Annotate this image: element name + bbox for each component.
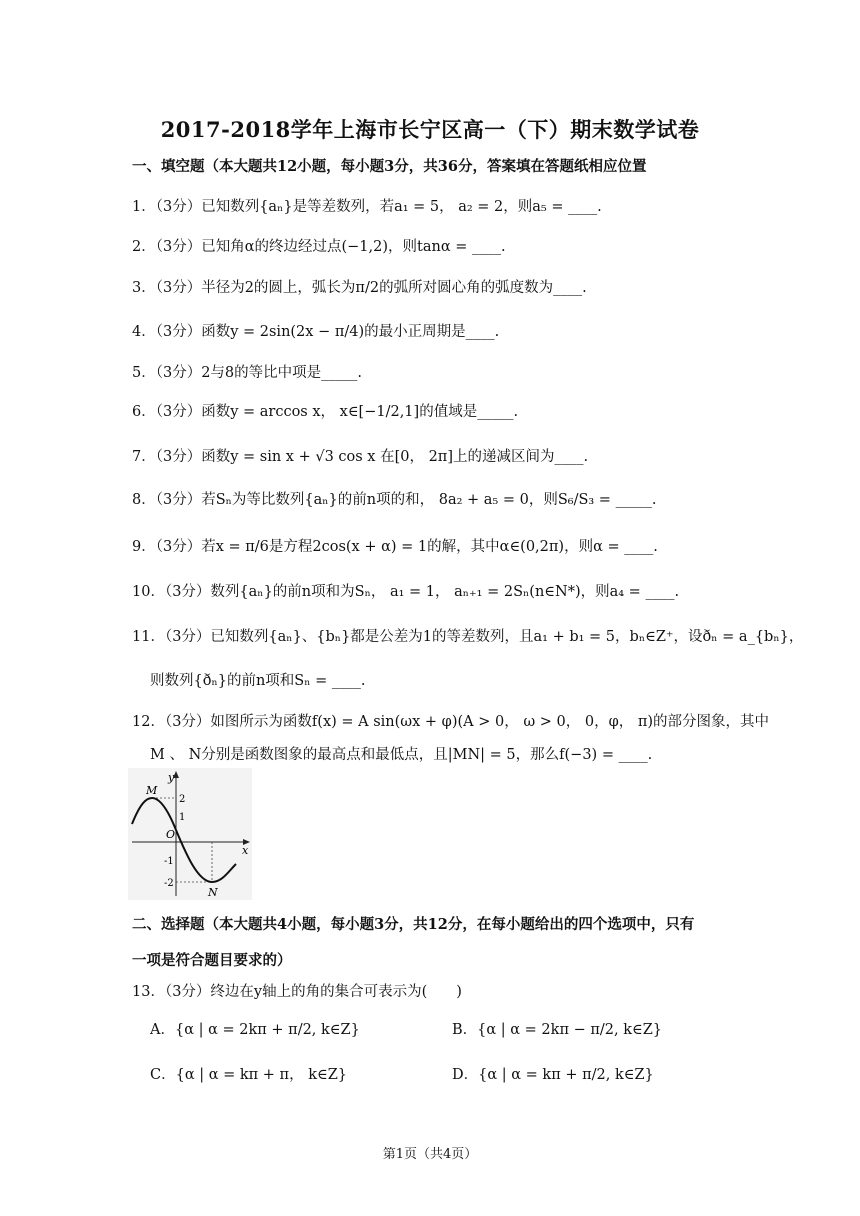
option-b: B．{α | α = 2kπ − π/2, k∈Z} [452,1022,663,1038]
section-heading-fill-blank: 一、填空题（本大题共12小题，每小题3分，共36分，答案填在答题纸相应位置 [132,158,647,175]
tick-minus-2: -2 [164,878,174,889]
question-5: 5．（3分）2与8的等比中项是_____. [132,365,363,381]
tick-2: 2 [179,794,186,805]
question-2: 2．（3分）已知角α的终边经过点(−1,2)，则tanα = ____. [132,239,506,255]
graph-y-label: y [168,771,175,784]
section-heading-choice-1: 二、选择题（本大题共4小题，每小题3分，共12分，在每小题给出的四个选项中，只有 [132,916,695,933]
question-8: 8．（3分）若Sₙ为等比数列{aₙ}的前n项的和， 8a₂ + a₅ = 0，则S₆/S₃ = _____. [132,492,657,508]
option-c: C．{α | α = kπ + π， k∈Z} [150,1067,348,1083]
question-13: 13．（3分）终边在y轴上的角的集合可表示为( ) [132,984,462,1000]
question-12: 12．（3分）如图所示为函数f(x) = A sin(ωx + φ)(A > 0， ω > 0， 0，φ， π)的部分图象，其中 [132,714,770,730]
point-n-label: N [208,886,218,899]
question-3: 3．（3分）半径为2的圆上，弧长为π/2的弧所对圆心角的弧度数为____. [132,280,587,296]
sine-graph-figure [128,768,252,900]
question-11: 11．（3分）已知数列{aₙ}、{bₙ}都是公差为1的等差数列，且a₁ + b₁ = 5，bₙ∈Z⁺，设ðₙ = a_{bₙ}， [132,629,804,645]
tick-minus-1: -1 [164,856,174,867]
question-12-continued: M 、 N分别是函数图象的最高点和最低点，且|MN| = 5，那么f(−3) = ____. [150,747,653,763]
page-footer: 第1页（共4页） [382,1147,478,1162]
graph-x-label: x [242,844,249,857]
question-4: 4．（3分）函数y = 2sin(2x − π/4)的最小正周期是____. [132,324,500,340]
question-11-continued: 则数列{ðₙ}的前n项和Sₙ = ____. [150,673,366,689]
question-6: 6．（3分）函数y = arccos x， x∈[−1/2,1]的值域是_____. [132,404,519,420]
tick-1: 1 [179,812,186,823]
question-1: 1．（3分）已知数列{aₙ}是等差数列，若a₁ = 5， a₂ = 2，则a₅ = ____. [132,199,602,215]
section-heading-choice-2: 一项是符合题目要求的） [132,952,292,969]
question-9: 9．（3分）若x = π/6是方程2cos(x + α) = 1的解，其中α∈(0,2π)，则α = ____. [132,539,658,555]
origin-label: O [166,828,176,841]
option-a: A．{α | α = 2kπ + π/2, k∈Z} [150,1022,360,1038]
question-10: 10．（3分）数列{aₙ}的前n项和为Sₙ， a₁ = 1， aₙ₊₁ = 2Sₙ(n∈N*)，则a₄ = ____. [132,584,680,600]
option-d: D．{α | α = kπ + π/2, k∈Z} [452,1067,654,1083]
page-title: 2017-2018学年上海市长宁区高一（下）期末数学试卷 [160,117,700,142]
point-m-label: M [146,784,158,797]
question-7: 7．（3分）函数y = sin x + √3 cos x 在[0， 2π]上的递减区间为____. [132,449,589,465]
